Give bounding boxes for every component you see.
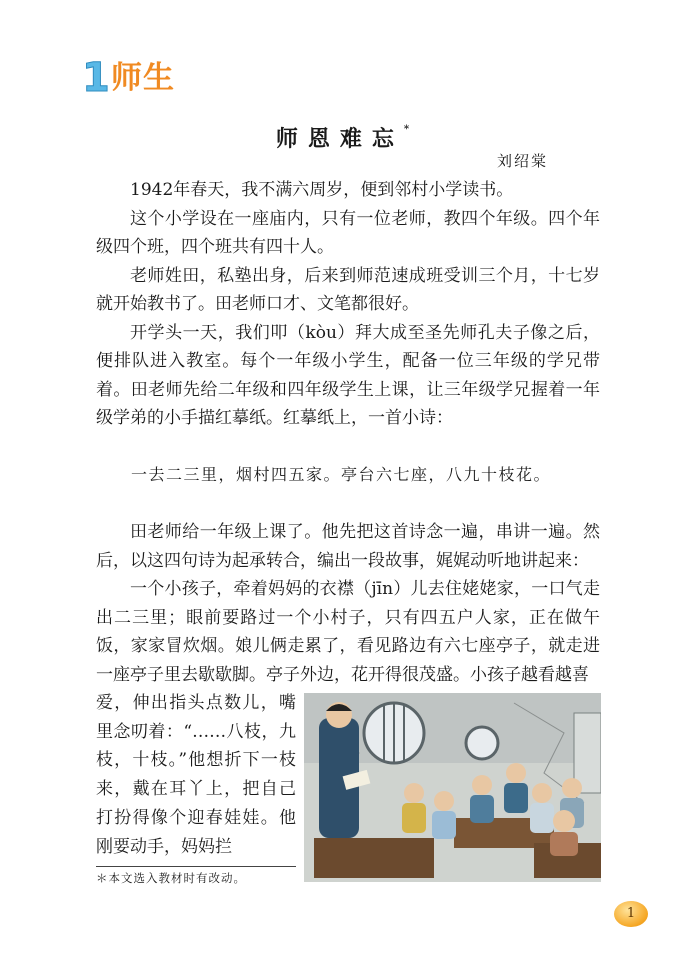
title-footnote-mark: * xyxy=(403,123,410,135)
paragraph: 老师姓田，私塾出身，后来到师范速成班受训三个月，十七岁就开始教书了。田老师口才、文笔都很好。 xyxy=(96,265,600,314)
paragraph: 一个小孩子，牵着妈妈的衣襟（jīn）儿去住姥姥家，一口气走出二三里；眼前要路过一个小村子，只有四五户人家，正在做午饭，家家冒炊烟。娘儿俩走累了，看见路边有六七座亭子，就走进一座亭子里去歇歇脚。亭子外边，花开得很茂盛。小孩子越看越喜 xyxy=(96,579,600,685)
paragraph: 这个小学设在一座庙内，只有一位老师，教四个年级。四个年级四个班，四个班共有四十人。 xyxy=(96,208,600,257)
paragraph: 开学头一天，我们叩（kòu）拜大成至圣先师孔夫子像之后，便排队进入教室。每个一年级小学生，配备一位三年级的学兄带着。田老师先给二年级和四年级学生上课，让三年级学兄握着一年级学弟的小手描红摹纸。红摹纸上，一首小诗： xyxy=(96,322,600,428)
article-author: 刘绍棠 xyxy=(497,152,549,170)
classroom-illustration xyxy=(304,693,601,882)
body-text-lower xyxy=(96,518,600,689)
paragraph: 1942年春天，我不满六周岁，便到邻村小学读书。 xyxy=(130,180,514,200)
paragraph-beside-illustration: 爱，伸出指头点数儿，嘴里念叨着：“……八枝，九枝，十枝。”他想折下一枝来，戴在耳丫上，把自己打扮得像个迎春娃娃。他刚要动手，妈妈拦 xyxy=(96,693,296,857)
article-title: 师恩难忘 xyxy=(275,126,404,152)
footnote: ＊本文选入教材时有改动。 xyxy=(96,871,246,885)
unit-header xyxy=(82,55,175,101)
unit-number: 1 xyxy=(82,55,110,101)
body-text-upper xyxy=(96,176,600,433)
poem-line: 一去二三里，烟村四五家。亭台六七座，八九十枝花。 xyxy=(131,465,552,484)
page-number-badge: 1 xyxy=(614,901,648,927)
unit-title: 师生 xyxy=(111,60,175,96)
paragraph: 田老师给一年级上课了。他先把这首诗念一遍，串讲一遍。然后，以这四句诗为起承转合，编出一段故事，娓娓动听地讲起来： xyxy=(96,522,600,571)
article-title-block xyxy=(0,122,685,153)
footnote-divider xyxy=(96,866,296,867)
